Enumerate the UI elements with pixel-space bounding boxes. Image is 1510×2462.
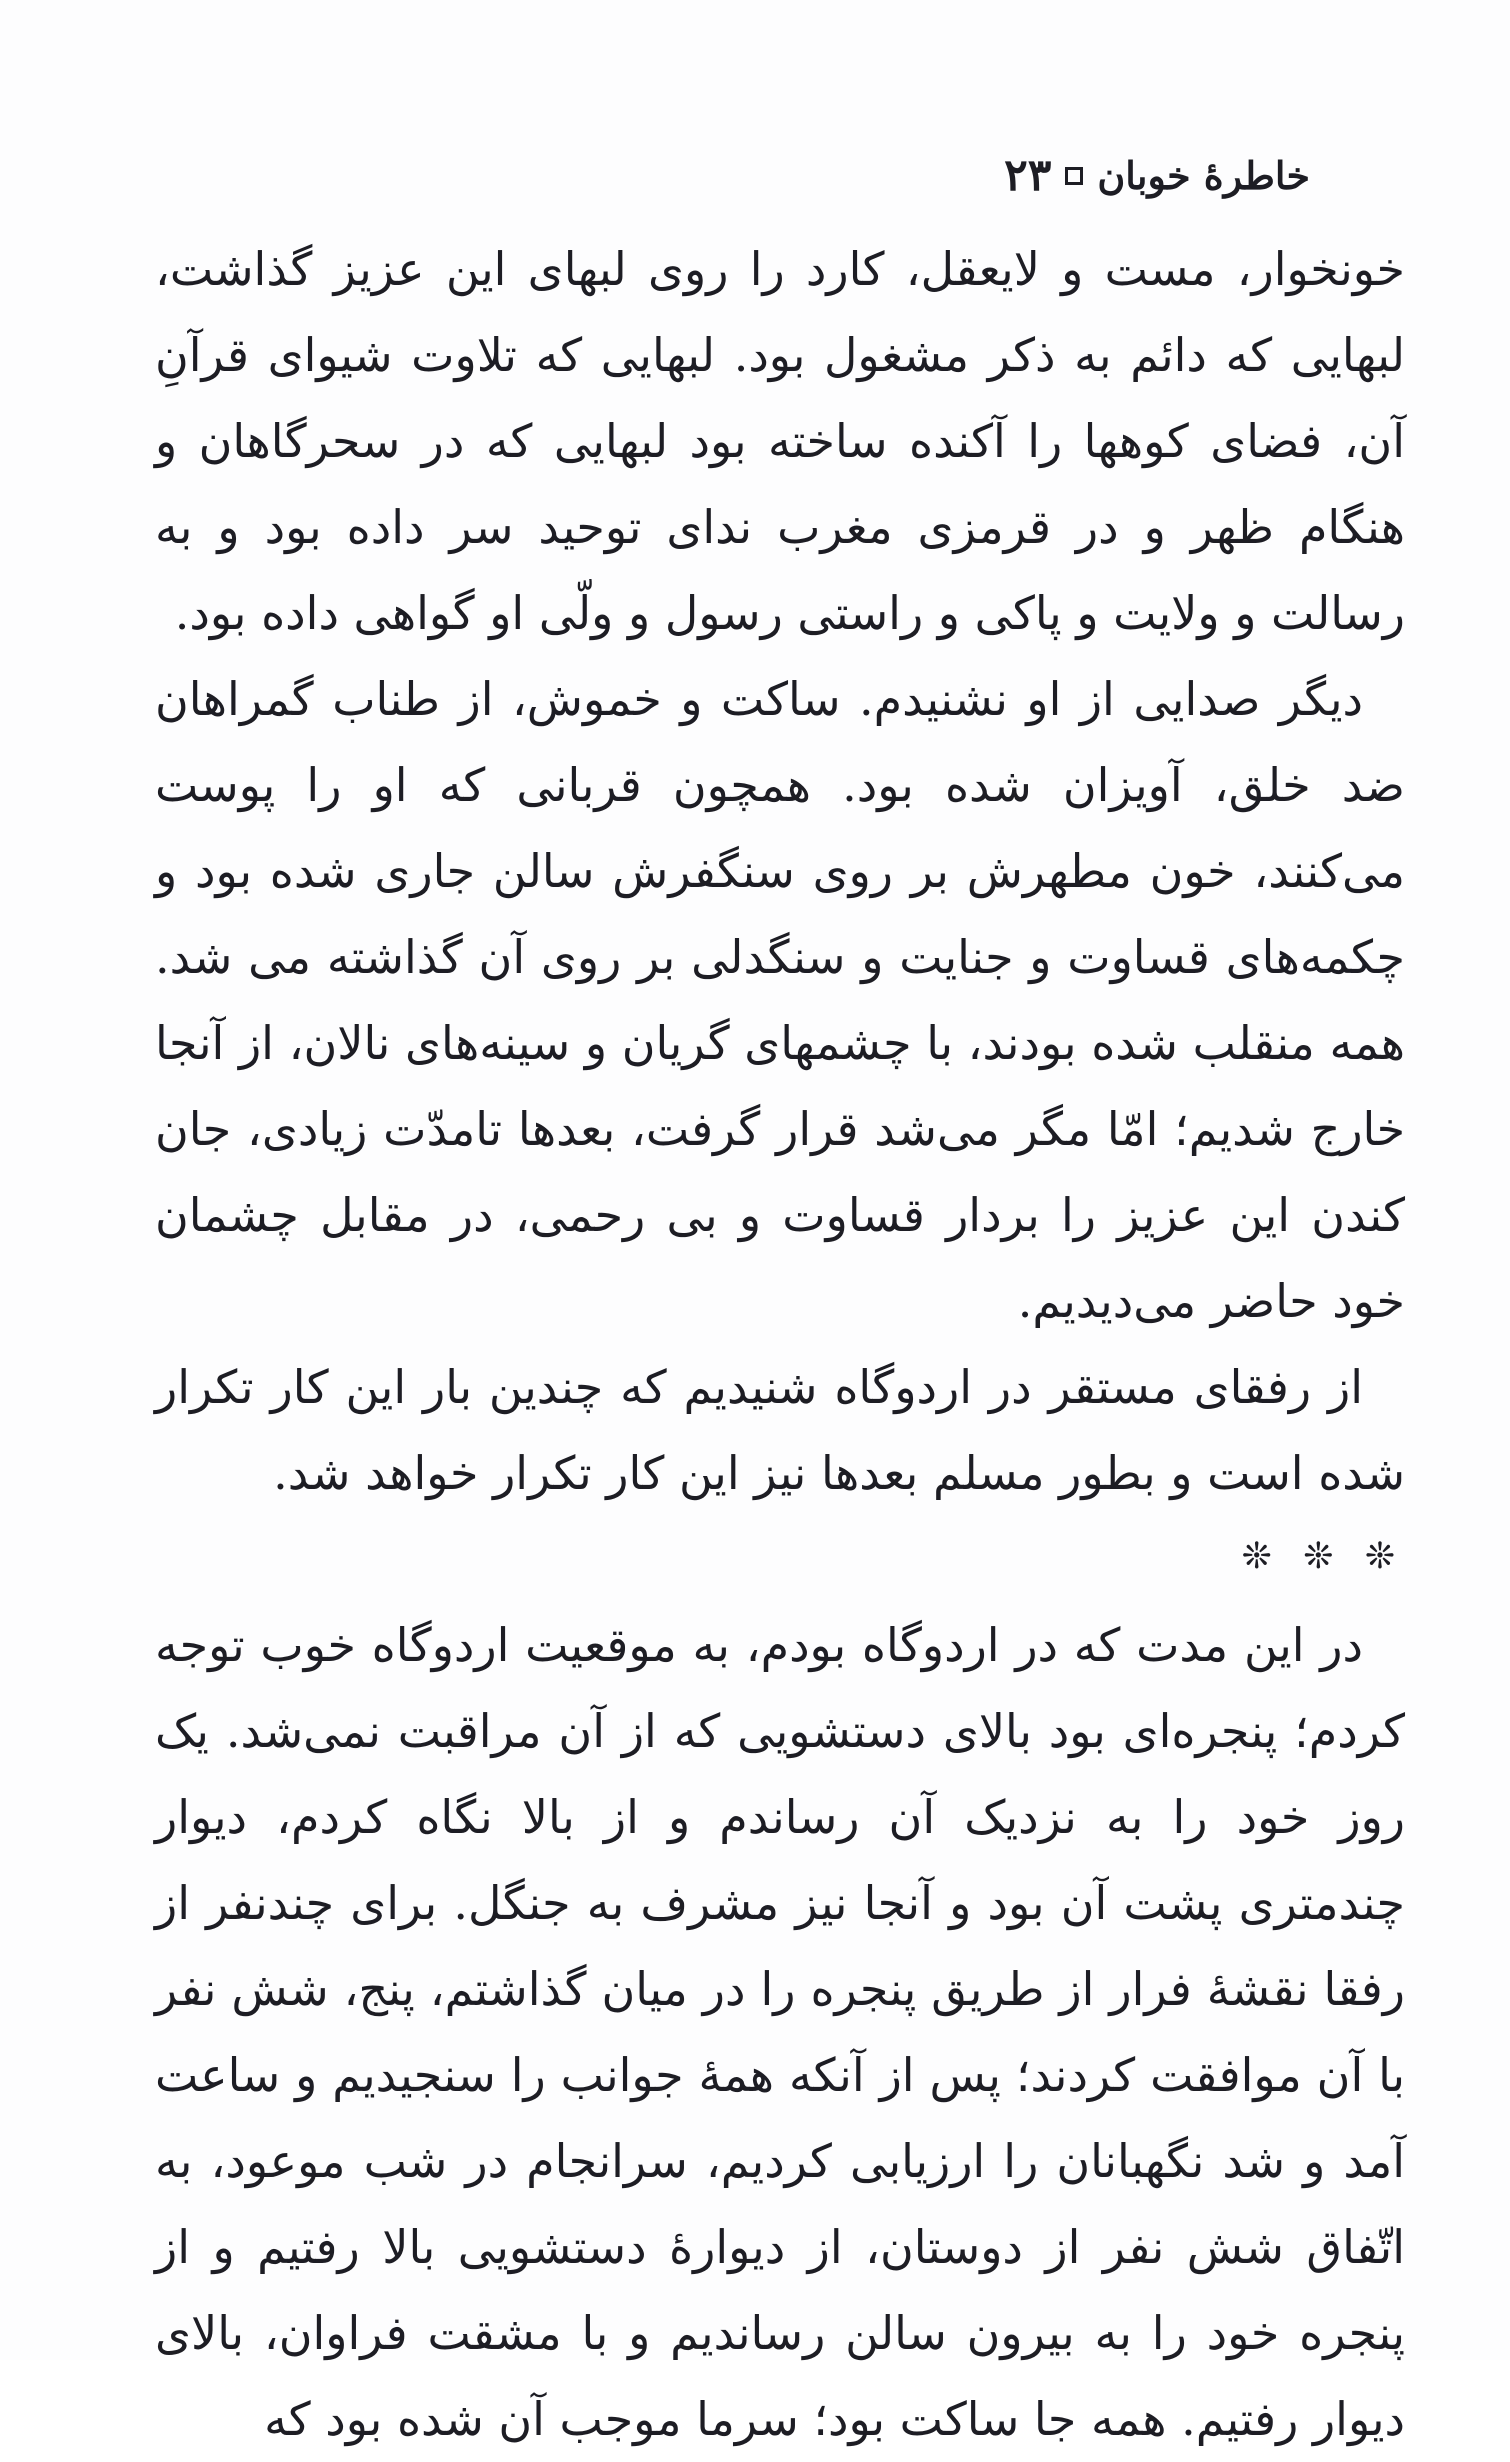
paragraph-1: خونخوار، مست و لایعقل، کارد را روی لبهای این عزیز گذاشت، لبهایی که دائم به ذکر مشغول بود. لبهایی که تلاوت شیوای قرآنِ آن، فضای کوهها را آکنده ساخته بود لبهایی که در سحرگاهان و هنگام ظهر و در قرمزی مغرب ندای توحید سر داده بود و به رسالت و ولایت و پاکی و راستی رسول و ولّی او گواهی داده بود. <box>155 242 1405 640</box>
paragraph-2: دیگر صدایی از او نشنیدم. ساکت و خموش، از طناب گمراهان ضد خلق، آویزان شده بود. همچون قربانی که او را پوست می‌کنند، خون مطهرش بر روی سنگفرش سالن جاری شده بود و چکمه‌های قساوت و جنایت و سنگدلی بر روی آن گذاشته می شد. همه منقلب شده بودند، با چشمهای گریان و سینه‌های نالان، از آنجا خارج شدیم؛ امّا مگر می‌شد قرار گرفت، بعدها تامدّت زیادی، جان کندن این عزیز را بردار قساوت و بی رحمی، در مقابل چشمان خود حاضر می‌دیدیم. <box>155 672 1405 1328</box>
paragraph-3: از رفقای مستقر در اردوگاه شنیدیم که چندین بار این کار تکرار شده است و بطور مسلم بعدها نیز این کار تکرار خواهد شد. <box>155 1360 1405 1500</box>
body-text <box>155 226 1405 2462</box>
page-number: ۲۳ <box>1004 150 1052 201</box>
section-separator: ❊ ❊ ❊ <box>1241 1536 1405 1577</box>
square-bullet-icon <box>1065 167 1083 185</box>
running-header <box>810 150 1310 201</box>
book-title: خاطرهٔ خوبان <box>1097 153 1310 198</box>
paragraph-4: در این مدت که در اردوگاه بودم، به موقعیت اردوگاه خوب توجه کردم؛ پنجره‌ای بود بالای دستشویی که از آن مراقبت نمی‌شد. یک روز خود را به نزدیک آن رساندم و از بالا نگاه کردم، دیوار چندمتری پشت آن بود و آنجا نیز مشرف به جنگل. برای چندنفر از رفقا نقشهٔ فرار از طریق پنجره را در میان گذاشتم، پنج، شش نفر با آن موافقت کردند؛ پس از آنکه همهٔ جوانب را سنجیدیم و ساعت آمد و شد نگهبانان را ارزیابی کردیم، سرانجام در شب موعود، به اتّفاق شش نفر از دوستان، از دیوارهٔ دستشویی بالا رفتیم و از پنجره خود را به بیرون سالن رساندیم و با مشقت فراوان، بالای دیوار رفتیم. همه جا ساکت بود؛ سرما موجب آن شده بود که <box>155 1618 1405 2446</box>
